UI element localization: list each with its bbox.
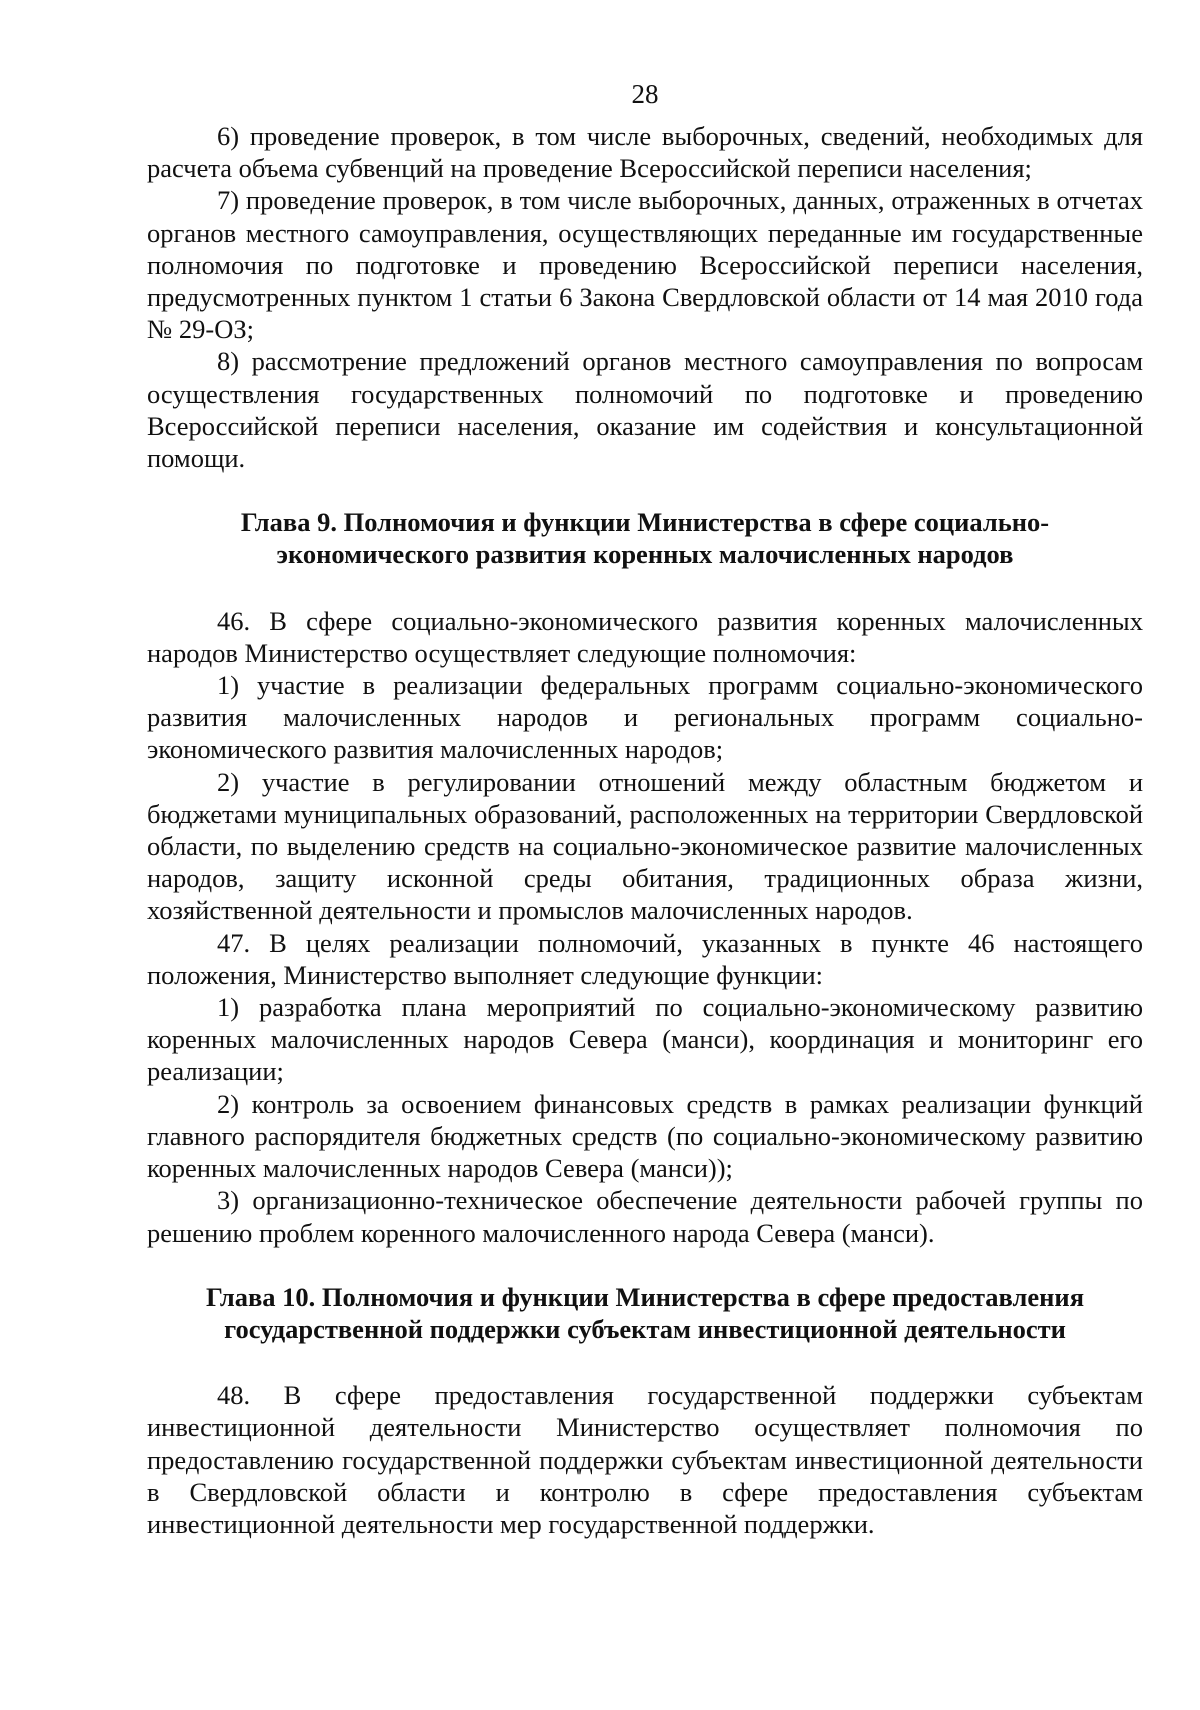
paragraph-47: 47. В целях реализации полномочий, указанных в пункте 46 настоящего положения, Министерство выполняет следующие функции:	[147, 927, 1143, 990]
chapter-9-heading	[147, 506, 1143, 570]
page-number: 28	[631, 79, 659, 109]
paragraph-item-8: 8) рассмотрение предложений органов местного самоуправления по вопросам осуществления государственных полномочий по подготовке и проведению Всероссийской переписи населения, оказание им содействия и консультационной помощи.	[147, 346, 1143, 474]
paragraph-48: 48. В сфере предоставления государственной поддержки субъектам инвестиционной деятельности Министерство осуществляет полномочия по предоставлению государственной поддержки субъектам инвестиционной деятельности в Свердловской области и контролю в сфере предоставления субъектам инвестиционной деятельности мер государственной поддержки.	[147, 1380, 1143, 1539]
chapter-10-heading	[147, 1281, 1143, 1345]
document-page	[147, 78, 1143, 1540]
chapter-10-heading-line-1: Глава 10. Полномочия и функции Министерства в сфере предоставления	[205, 1281, 1085, 1312]
paragraph-46-item-1: 1) участие в реализации федеральных программ социально-экономического развития малочисленных народов и региональных программ социально-экономического развития малочисленных народов;	[147, 670, 1143, 765]
chapter-9-heading-line-2: экономического развития коренных малочисленных народов	[276, 539, 1014, 570]
paragraph-46-item-2: 2) участие в регулировании отношений между областным бюджетом и бюджетами муниципальных образований, расположенных на территории Свердловской области, по выделению средств на социально-экономическое развитие малочисленных народов, защиту исконной среды обитания, традиционных образа жизни, хозяйственной деятельности и промыслов малочисленных народов.	[147, 766, 1143, 926]
chapter-10-heading-line-2: государственной поддержки субъектам инвестиционной деятельности	[224, 1313, 1066, 1344]
paragraph-47-item-1: 1) разработка плана мероприятий по социально-экономическому развитию коренных малочисленных народов Севера (манси), координация и мониторинг его реализации;	[147, 992, 1143, 1087]
paragraph-46: 46. В сфере социально-экономического развития коренных малочисленных народов Министерство осуществляет следующие полномочия:	[147, 605, 1143, 668]
paragraph-47-item-3: 3) организационно-техническое обеспечение деятельности рабочей группы по решению проблем коренного малочисленного народа Севера (манси).	[147, 1185, 1143, 1248]
paragraph-item-6: 6) проведение проверок, в том числе выборочных, сведений, необходимых для расчета объема субвенций на проведение Всероссийской переписи населения;	[147, 121, 1143, 184]
chapter-9-heading-line-1: Глава 9. Полномочия и функции Министерства в сфере социально-	[240, 507, 1050, 538]
paragraph-47-item-2: 2) контроль за освоением финансовых средств в рамках реализации функций главного распорядителя бюджетных средств (по социально-экономическому развитию коренных малочисленных народов Севера (манси));	[147, 1088, 1143, 1184]
paragraph-item-7: 7) проведение проверок, в том числе выборочных, данных, отраженных в отчетах органов местного самоуправления, осуществляющих переданные им государственные полномочия по подготовке и проведению Всероссийской переписи населения, предусмотренных пунктом 1 статьи 6 Закона Свердловской области от 14 мая 2010 года № 29-ОЗ;	[147, 185, 1143, 345]
